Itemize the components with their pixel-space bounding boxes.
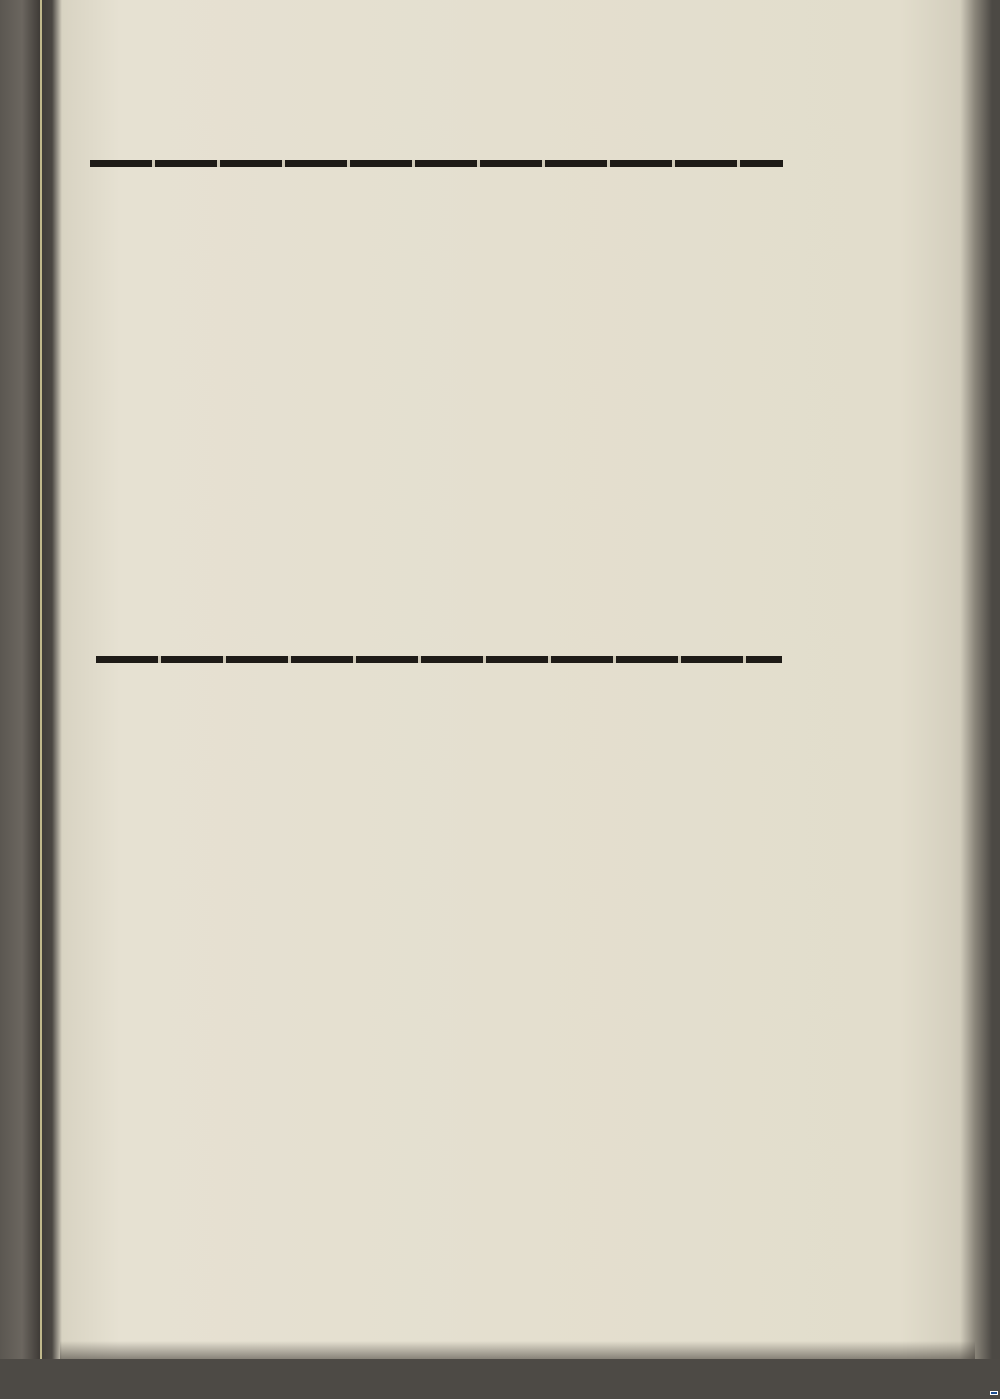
footer-strip: [0, 1359, 1000, 1399]
header-rule: [90, 160, 783, 167]
page-shadow: [60, 1341, 975, 1359]
section-rule: [96, 656, 782, 663]
dfg-logo-icon: [990, 1391, 998, 1395]
footer-credit: [986, 1391, 998, 1395]
